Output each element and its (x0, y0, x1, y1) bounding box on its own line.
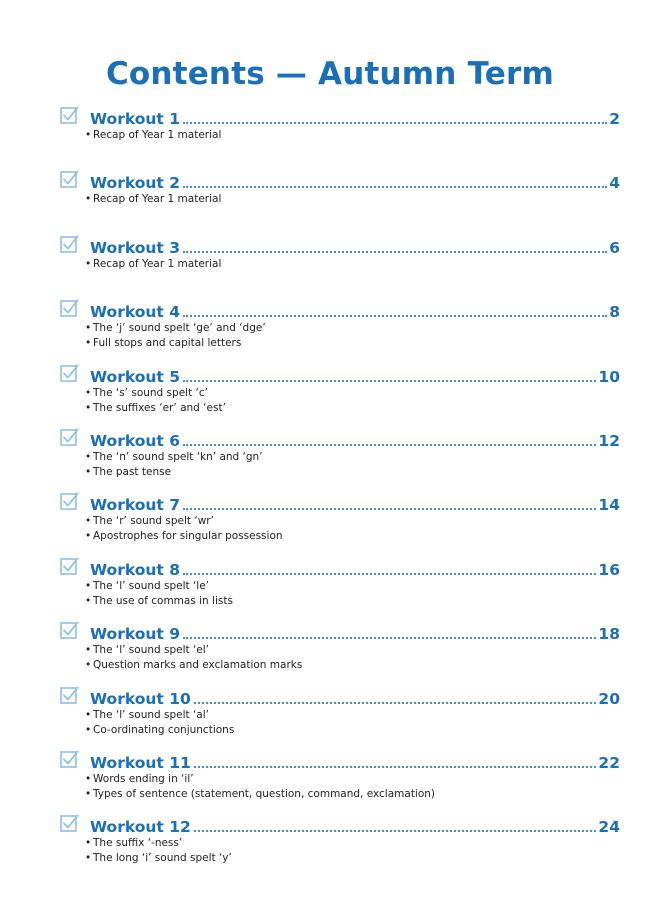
toc-entry-topics (85, 257, 645, 272)
toc-entry-line[interactable] (90, 168, 620, 194)
toc-entry-title: Workout 5 (90, 367, 181, 386)
topic-item (85, 579, 645, 594)
toc-entry (60, 490, 620, 546)
dot-leader (183, 122, 607, 124)
toc-entry-header (60, 297, 620, 323)
bullet-icon: • (85, 322, 92, 335)
toc-entry-page-number: 20 (598, 689, 620, 708)
topic-text: Types of sentence (statement, question, command, exclamation) (93, 788, 436, 800)
checkbox-icon[interactable] (60, 299, 79, 318)
topic-item (85, 386, 645, 401)
topic-item (85, 708, 645, 723)
bullet-icon: • (85, 193, 92, 206)
toc-entry-title: Workout 4 (90, 303, 181, 322)
dot-leader (183, 380, 596, 382)
topic-item (85, 658, 645, 673)
topic-text: The ‘s’ sound spelt ‘c’ (93, 386, 208, 399)
topic-item (85, 836, 645, 851)
topic-text: The use of commas in lists (93, 594, 233, 607)
toc-entry-header (60, 812, 620, 838)
toc-entry-topics (85, 643, 645, 673)
toc-entry-topics (85, 708, 645, 738)
toc-entry-line[interactable] (90, 297, 620, 323)
toc-entry (60, 362, 620, 418)
toc-entry-line[interactable] (90, 362, 620, 388)
topic-text: Full stops and capital letters (93, 337, 242, 350)
dot-leader (183, 573, 596, 575)
topic-text: The ‘r’ sound spelt ‘wr’ (93, 515, 214, 528)
checkbox-icon[interactable] (60, 686, 79, 705)
toc-entry-page-number: 18 (598, 625, 620, 644)
bullet-icon: • (85, 837, 92, 850)
topic-item (85, 192, 645, 207)
toc-entry (60, 555, 620, 611)
bullet-icon: • (85, 773, 92, 785)
toc-entry (60, 619, 620, 675)
dot-leader (194, 830, 597, 832)
toc-entry-page-number: 8 (609, 303, 620, 322)
checkbox-icon[interactable] (60, 750, 79, 769)
bullet-icon: • (85, 129, 92, 141)
toc-entry-page-number: 14 (598, 496, 620, 515)
toc-entry-topics (85, 128, 645, 143)
toc-entry-title: Workout 10 (90, 689, 191, 708)
topic-text: Apostrophes for singular possession (93, 530, 283, 543)
checkbox-icon[interactable] (60, 492, 79, 511)
dot-leader (194, 702, 597, 704)
toc-entry-line[interactable] (90, 490, 620, 516)
topic-text: The ‘n’ sound spelt ‘kn’ and ‘gn’ (93, 451, 263, 463)
topic-text: The ‘l’ sound spelt ‘el’ (93, 644, 210, 657)
bullet-icon: • (85, 451, 92, 463)
toc-entry-title: Workout 2 (90, 174, 181, 193)
bullet-icon: • (85, 579, 92, 592)
topic-text: The ‘l’ sound spelt ‘al’ (93, 708, 209, 721)
topic-text: Question marks and exclamation marks (93, 659, 303, 672)
topic-item (85, 336, 645, 351)
toc-entry (60, 168, 620, 209)
toc-entry-header (60, 168, 620, 194)
toc-entry-page-number: 6 (609, 238, 620, 257)
dot-leader (183, 444, 596, 446)
bullet-icon: • (85, 659, 92, 672)
dot-leader (183, 186, 607, 188)
bullet-icon: • (85, 386, 92, 399)
toc-entry (60, 426, 620, 482)
toc-entry-line[interactable] (90, 426, 620, 452)
topic-text: The ‘l’ sound spelt ‘le’ (93, 579, 210, 592)
bullet-icon: • (85, 723, 92, 736)
topic-item (85, 465, 645, 480)
toc-entry (60, 684, 620, 740)
toc-entry-header (60, 233, 620, 259)
topic-text: Recap of Year 1 material (93, 129, 222, 141)
toc-entry-header (60, 555, 620, 581)
bullet-icon: • (85, 466, 92, 478)
bullet-icon: • (85, 337, 92, 350)
page-title: Contents — Autumn Term (105, 56, 555, 92)
toc-entry-title: Workout 8 (90, 560, 181, 579)
bullet-icon: • (85, 644, 92, 657)
toc-entry-line[interactable] (90, 104, 620, 130)
toc-entry-line[interactable] (90, 233, 620, 259)
dot-leader (183, 637, 596, 639)
toc-entry (60, 104, 620, 145)
topic-text: Recap of Year 1 material (93, 193, 222, 206)
topic-item (85, 851, 645, 866)
toc-entry-line[interactable] (90, 555, 620, 581)
bullet-icon: • (85, 708, 92, 721)
toc-entry-line[interactable] (90, 619, 620, 645)
toc-entry-header (60, 104, 620, 130)
dot-leader (183, 508, 596, 510)
toc-entry-line[interactable] (90, 684, 620, 710)
toc-entry-topics (85, 386, 645, 416)
dot-leader (183, 315, 607, 317)
checkbox-icon[interactable] (60, 106, 79, 125)
toc-entry-title: Workout 6 (90, 432, 181, 450)
checkbox-icon[interactable] (60, 364, 79, 383)
toc-entry-page-number: 22 (598, 754, 620, 772)
topic-item (85, 321, 645, 336)
topic-item (85, 529, 645, 544)
bullet-icon: • (85, 401, 92, 414)
toc-entry-title: Workout 3 (90, 238, 181, 257)
checkbox-icon[interactable] (60, 235, 79, 254)
toc-entry (60, 812, 620, 868)
toc-entry-topics (85, 450, 645, 480)
toc-entry-title: Workout 9 (90, 625, 181, 644)
bullet-icon: • (85, 257, 92, 270)
topic-item (85, 643, 645, 658)
bullet-icon: • (85, 515, 92, 528)
toc-entry-page-number: 10 (598, 367, 620, 386)
toc-entry-header (60, 748, 620, 774)
checkbox-icon[interactable] (60, 814, 79, 833)
toc-entry-page-number: 12 (598, 432, 620, 450)
toc-entry-title: Workout 12 (90, 818, 191, 837)
checkbox-icon[interactable] (60, 621, 79, 640)
toc-entry-page-number: 24 (598, 818, 620, 837)
dot-leader (194, 766, 597, 768)
topic-text: The suffixes ‘er’ and ‘est’ (93, 401, 226, 414)
bullet-icon: • (85, 852, 92, 865)
dot-leader (183, 251, 607, 253)
topic-text: The past tense (93, 466, 172, 478)
toc-entry-topics (85, 772, 645, 802)
toc-entry-topics (85, 192, 645, 207)
toc-entry-topics (85, 836, 645, 866)
toc-entry-header (60, 619, 620, 645)
toc-entry-header (60, 684, 620, 710)
toc-entry-page-number: 2 (609, 110, 620, 128)
topic-item (85, 787, 645, 802)
topic-text: Recap of Year 1 material (93, 257, 222, 270)
topic-item (85, 401, 645, 416)
toc-entry (60, 233, 620, 274)
bullet-icon: • (85, 788, 92, 800)
toc-entry-header (60, 362, 620, 388)
toc-entry-title: Workout 7 (90, 496, 181, 515)
bullet-icon: • (85, 530, 92, 543)
topic-item (85, 594, 645, 609)
topic-text: The ‘j’ sound spelt ‘ge’ and ‘dge’ (93, 322, 266, 335)
topic-item (85, 514, 645, 529)
checkbox-icon[interactable] (60, 557, 79, 576)
topic-text: The long ‘i’ sound spelt ‘y’ (93, 852, 232, 865)
toc-entry-header (60, 426, 620, 452)
toc-entry-line[interactable] (90, 812, 620, 838)
toc-entry-topics (85, 579, 645, 609)
topic-item (85, 257, 645, 272)
toc-entry-title: Workout 1 (90, 110, 181, 128)
toc-entry (60, 297, 620, 353)
toc-entry-line[interactable] (90, 748, 620, 774)
topic-item (85, 450, 645, 465)
checkbox-icon[interactable] (60, 170, 79, 189)
bullet-icon: • (85, 594, 92, 607)
toc-entry-header (60, 490, 620, 516)
topic-text: The suffix ‘-ness’ (93, 837, 183, 850)
topic-item (85, 128, 645, 143)
topic-item (85, 772, 645, 787)
topic-item (85, 723, 645, 738)
toc-entry-page-number: 4 (609, 174, 620, 193)
toc-entry (60, 748, 620, 804)
toc-entry-page-number: 16 (598, 560, 620, 579)
topic-text: Co-ordinating conjunctions (93, 723, 235, 736)
toc-entry-topics (85, 321, 645, 351)
checkbox-icon[interactable] (60, 428, 79, 447)
toc-entry-title: Workout 11 (90, 754, 191, 772)
topic-text: Words ending in ‘il’ (93, 773, 194, 785)
toc-entry-topics (85, 514, 645, 544)
